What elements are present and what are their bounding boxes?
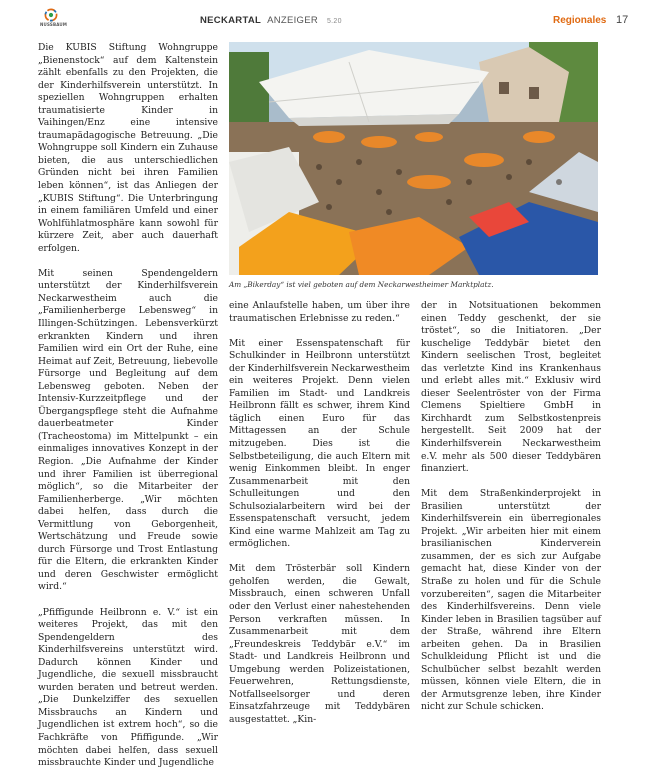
article-column-1 <box>38 42 218 770</box>
publication-edition: ANZEIGER <box>267 15 319 26</box>
page-number: 17 <box>616 14 629 26</box>
logo-text: NUSSBAUM <box>40 22 68 27</box>
issue-number: 5.20 <box>326 18 342 25</box>
publication-name: NECKARTAL <box>200 15 262 26</box>
logo-icon <box>44 8 58 22</box>
paragraph: Mit dem Trösterbär soll Kindern geholfen werden, die Gewalt, Missbrauch, einen schweren Unfall oder den Verlust einer nahestehenden Person verkraften müssen. In Zusammenarbeit mit dem „Freundeskreis Teddybär e.V.“ im Stadt- und Landkreis Heilbronn und Umgebung werden Polizeistationen, Feuerwehren, Rettungsdienste, Notfallseelsorger und deren Einsatzfahrzeuge mit Teddybären ausgestattet. „Kin- <box>229 563 410 725</box>
page-header <box>0 0 645 34</box>
publisher-logo <box>40 8 68 32</box>
paragraph: Mit dem Straßenkinderprojekt in Brasilien unterstützt der Kinderhilfsverein ein überregionales Projekt. „Wir arbeiten hier mit einem brasilianischen Kinderverein zusammen, der es sich zur Aufgabe gemacht hat, diese Kinder von der Straße zu holen und für die Schule vorzubereiten“, sagen die Mitarbeiter des Kinderhilfsvereins. Denn viele Kinder leben in Brasilien tagsüber auf der Straße, während ihre Eltern arbeiten gehen. Da in Brasilien Schulkleidung Pflicht ist und die Schulbücher selbst bezahlt werden müssen, können viele Eltern, die in der Armutsgrenze leben, ihre Kinder nicht zur Schule schicken. <box>421 488 601 713</box>
article-column-2 <box>229 300 410 727</box>
bikerday-photo <box>229 42 598 275</box>
paragraph: der in Notsituationen bekommen einen Teddy geschenkt, der sie tröstet“, so die Initiatoren. „Der kuschelige Teddybär bietet den Kindern seelischen Trost, begleitet das verletzte Kind ins Krankenhaus und erlebt alles mit.“ Exklusiv wird dieser Seelentröster von der Firma Clemens Spieltiere GmbH in Kirchhardt zum Selbstkostenpreis hergestellt. Seit 2009 hat der Kinderhilfsverein Neckarwestheim e.V. mehr als 500 dieser Teddybären finanziert. <box>421 300 601 475</box>
paragraph: Mit seinen Spendengeldern unterstützt der Kinderhilfsverein Neckarwestheim auch die „Familienherberge Lebensweg“ in Illingen-Schützingen. Lebensverkürzt erkrankten Kindern und ihren Familien wird ein Ort der Ruhe, eine Heimat auf Zeit, Betreuung, liebevolle Fürsorge und Begleitung auf dem Lebensweg geboten. Neben der Intensiv-Kurzzeitpflege und der Übergangspflege steht die Aufnahme dauerbeatmeter Kinder (Tracheostoma) im Mittelpunkt – ein einmaliges innovatives Konzept in der Region. „Die Aufnahme der Kinder und ihrer Familien ist überregional möglich“, so die Mitarbeiter der Familienherberge. „Wir möchten dabei helfen, dass durch die Vermittlung von Geborgenheit, Wertschätzung und Freude sowie durch Fürsorge und Trost Entlastung für die Eltern, die erkrankten Kinder und deren Geschwister ermöglicht wird.“ <box>38 267 218 593</box>
paragraph: Mit einer Essenspatenschaft für Schulkinder in Heilbronn unterstützt der Kinderhilfsverein Neckarwestheim ein weiteres Projekt. Denn vielen Familien im Stadt- und Landkreis Heilbronn fällt es schwer, ihrem Kind täglich einen Euro für das Mittagessen an der Schule mitzugeben. Dies ist die Selbstbeteiligung, die auch Eltern mit wenig Einkommen bleibt. In enger Zusammenarbeit mit den Schulleitungen und den Schulsozialarbeitern wird bei der Essenspatenschaft versucht, jedem Kind eine warme Mahlzeit am Tag zu ermöglichen. <box>229 337 410 550</box>
paragraph: eine Anlaufstelle haben, um über ihre traumatischen Erlebnisse zu reden.“ <box>229 300 410 324</box>
paragraph: Die KUBIS Stiftung Wohngruppe „Bienenstock“ auf dem Kaltenstein zählt ebenfalls zu den Projekten, die der Kinderhilfsverein unterstützt. In speziellen Wohngruppen erhalten traumatisierte Kinder in Vaihingen/Enz eine intensive traumapädagogische Betreuung. „Die Wohngruppe soll Kindern ein Zuhause bieten, die aus unterschiedlichen Gründen nicht bei ihren Familien leben können“, ist das Anliegen der „KUBIS Stiftung“. Die Unterbringung in einem familiären Umfeld und einer Wohlfühlatmosphäre kann sowohl für kürzere Zeit, aber auch dauerhaft erfolgen. <box>38 42 218 254</box>
section-title: Regionales <box>553 15 607 26</box>
photo-illustration <box>229 42 598 275</box>
publication-title <box>200 15 342 26</box>
article-column-3 <box>421 300 601 714</box>
photo-caption: Am „Bikerday“ ist viel geboten auf dem Neckarwestheimer Marktplatz. <box>229 280 494 289</box>
paragraph: „Pfiffigunde Heilbronn e. V.“ ist ein weiteres Projekt, das mit den Spendengeldern des Kinderhilfsvereins unterstützt wird. Dadurch können Kinder und Jugendliche, die sexuell missbraucht wurden beraten und betreut werden. „Die Dunkelziffer des sexuellen Missbrauchs an Kindern und Jugendlichen ist extrem hoch“, so die Fachkräfte von Pfiffigunde. „Wir möchten dabei helfen, dass sexuell missbrauchte Kinder und Jugendliche <box>38 606 218 769</box>
